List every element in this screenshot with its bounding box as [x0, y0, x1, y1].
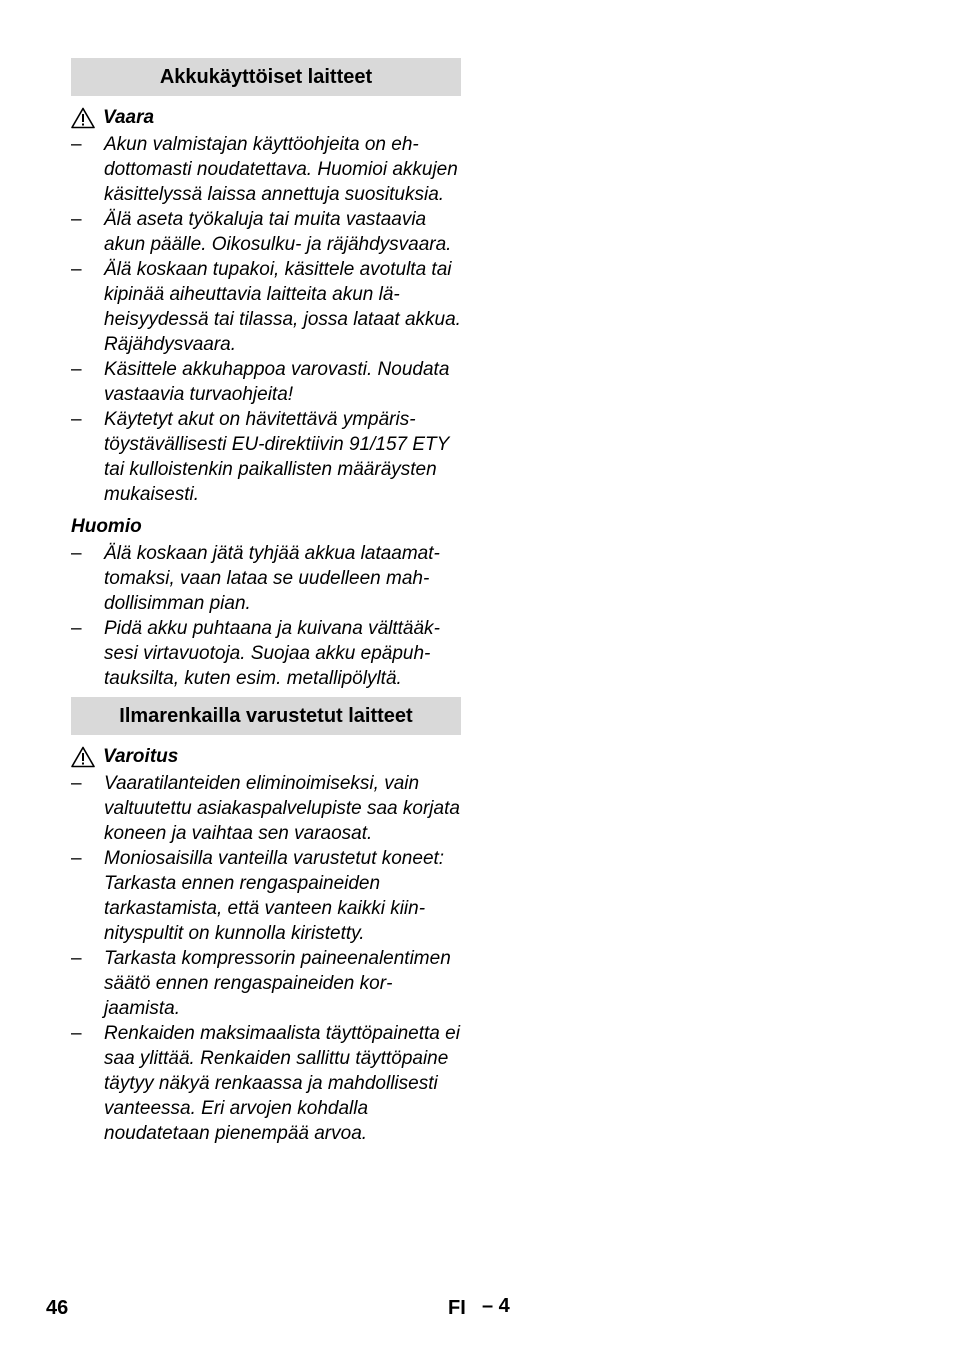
list-item: – Käsittele akkuhappoa varovasti. Noudata vastaavia turvaohjeita!: [71, 359, 450, 405]
list-item: – Moniosaisilla vanteilla varustetut koneet: Tarkasta ennen rengaspaineiden tarkastamista, että vanteen kaikki kiinnityspultit on kunnolla kiristetty.: [71, 848, 445, 944]
list-dash: –: [71, 359, 82, 380]
warning-triangle-icon: [71, 746, 95, 768]
list-dash: –: [71, 134, 82, 155]
list-dash: –: [71, 409, 82, 430]
warning-label: Varoitus: [103, 746, 179, 767]
list-item: – Renkaiden maksimaalista täyttöpainetta ei saa ylittää. Renkaiden sallittu täyttöpaine täytyy näkyä renkaassa ja mahdollisesti vanteessa. Eri arvojen kohdalla noudatetaan pienempää arvoa.: [71, 1023, 460, 1144]
note-list: [71, 541, 461, 691]
list-dash: –: [71, 259, 82, 280]
section-heading-tyres: Ilmarenkailla varustetut laitteet: [71, 697, 461, 735]
list-dash: –: [71, 543, 82, 564]
list-dash: –: [71, 773, 82, 794]
list-dash: –: [71, 618, 82, 639]
page-number: 46: [46, 1297, 69, 1319]
warning-list: [71, 771, 461, 1146]
danger-label: Vaara: [103, 107, 155, 128]
list-item: – Käytetyt akut on hävitettävä ympäristöystävällisesti EU-direktiivin 91/157 ETY tai kulloistenkin paikallisten määräysten mukaisesti.: [71, 409, 449, 505]
warning-heading: [71, 745, 461, 769]
content-column: [71, 58, 461, 1146]
section-page-number: – 4: [482, 1295, 510, 1317]
list-item: – Tarkasta kompressorin paineenalentimen säätö ennen rengaspaineiden korjaamista.: [71, 948, 451, 1019]
note-heading: Huomio: [71, 516, 142, 537]
list-dash: –: [71, 209, 82, 230]
list-dash: –: [71, 848, 82, 869]
list-item: – Pidä akku puhtaana ja kuivana välttääksesi virtavuotoja. Suojaa akku epäpuhtauksilta, kuten esim. metallipölyltä.: [71, 618, 440, 689]
list-item: – Älä koskaan jätä tyhjää akkua lataamattomaksi, vaan lataa se uudelleen mahdollisimman pian.: [71, 543, 440, 614]
warning-triangle-icon: [71, 107, 95, 129]
list-item: – Älä aseta työkaluja tai muita vastaavia akun päälle. Oikosulku- ja räjähdysvaara.: [71, 209, 452, 255]
danger-heading: [71, 106, 461, 130]
list-item: – Vaaratilanteiden eliminoimiseksi, vain valtuutettu asiakaspalvelupiste saa korjata koneen ja vaihtaa sen varaosat.: [71, 773, 460, 844]
section-heading-batteries: Akkukäyttöiset laitteet: [71, 58, 461, 96]
list-dash: –: [71, 1023, 82, 1044]
list-item: – Älä koskaan tupakoi, käsittele avotulta tai kipinää aiheuttavia laitteita akun läheisyydessä tai tilassa, jossa lataat akkua. Räjähdysvaara.: [71, 259, 461, 355]
danger-list: [71, 132, 461, 507]
list-dash: –: [71, 948, 82, 969]
list-item: – Akun valmistajan käyttöohjeita on ehdottomasti noudatettava. Huomioi akkujen käsittelyssä laissa annettuja suosituksia.: [71, 134, 458, 205]
language-code: FI: [448, 1297, 466, 1319]
